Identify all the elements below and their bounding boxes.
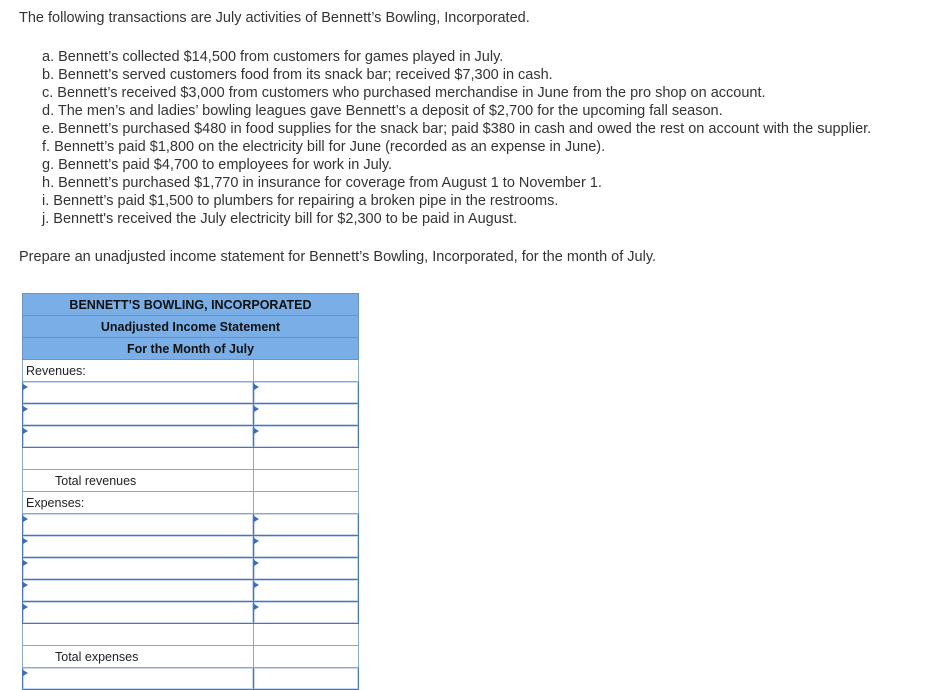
dropdown-marker-icon: [23, 670, 28, 676]
expense-account-2-input[interactable]: [23, 536, 254, 558]
income-statement-table: [22, 293, 359, 690]
statement-period: For the Month of July: [23, 338, 359, 360]
expense-account-4-input[interactable]: [23, 580, 254, 602]
revenue-amount-1-field[interactable]: [254, 383, 358, 402]
expense-amount-4-input[interactable]: [254, 580, 359, 602]
empty-cell: [23, 624, 254, 646]
instructions-intro: The following transactions are July activities of Bennett’s Bowling, Incorporated.: [19, 10, 530, 26]
expense-amount-1-input[interactable]: [254, 514, 359, 536]
revenue-amount-2-field[interactable]: [254, 405, 358, 424]
revenue-account-1-field[interactable]: [23, 383, 253, 402]
revenue-amount-2-input[interactable]: [254, 404, 359, 426]
input-marker-icon: [254, 428, 259, 434]
net-income-amount-input[interactable]: [254, 668, 359, 690]
revenue-account-2-input[interactable]: [23, 404, 254, 426]
input-marker-icon: [254, 582, 259, 588]
dropdown-marker-icon: [23, 516, 28, 522]
dropdown-marker-icon: [23, 604, 28, 610]
empty-cell: [23, 448, 254, 470]
input-marker-icon: [254, 516, 259, 522]
dropdown-marker-icon: [23, 406, 28, 412]
net-income-label-field[interactable]: [23, 669, 253, 688]
expense-amount-2-field[interactable]: [254, 537, 358, 556]
revenue-account-3-field[interactable]: [23, 427, 253, 446]
task-prompt: Prepare an unadjusted income statement for Bennett’s Bowling, Incorporated, for the month of July.: [19, 249, 657, 265]
empty-cell: [254, 448, 359, 470]
revenue-account-1-input[interactable]: [23, 382, 254, 404]
net-income-amount-field[interactable]: [254, 669, 358, 688]
input-marker-icon: [254, 604, 259, 610]
expense-account-4-field[interactable]: [23, 581, 253, 600]
transaction-item: d. The men’s and ladies’ bowling leagues gave Bennett’s a deposit of $2,700 for the upcoming fall season.: [42, 103, 723, 119]
expense-account-3-input[interactable]: [23, 558, 254, 580]
revenue-amount-3-input[interactable]: [254, 426, 359, 448]
expense-amount-3-input[interactable]: [254, 558, 359, 580]
revenue-account-2-field[interactable]: [23, 405, 253, 424]
total-expenses-label: Total expenses: [23, 646, 254, 668]
total-expenses-value: [254, 646, 359, 668]
empty-cell: [254, 492, 359, 514]
expense-amount-5-field[interactable]: [254, 603, 358, 622]
total-revenues-value: [254, 470, 359, 492]
revenue-amount-1-input[interactable]: [254, 382, 359, 404]
expenses-label: Expenses:: [23, 492, 254, 514]
empty-cell: [254, 360, 359, 382]
input-marker-icon: [254, 406, 259, 412]
transaction-item: f. Bennett’s paid $1,800 on the electricity bill for June (recorded as an expense in June).: [42, 139, 606, 155]
dropdown-marker-icon: [23, 582, 28, 588]
dropdown-marker-icon: [23, 538, 28, 544]
expense-account-2-field[interactable]: [23, 537, 253, 556]
expense-amount-3-field[interactable]: [254, 559, 358, 578]
input-marker-icon: [254, 538, 259, 544]
revenue-amount-3-field[interactable]: [254, 427, 358, 446]
transaction-item: e. Bennett’s purchased $480 in food supplies for the snack bar; paid $380 in cash and owed the rest on account with the supplier.: [42, 121, 872, 137]
total-revenues-label: Total revenues: [23, 470, 254, 492]
transaction-item: b. Bennett’s served customers food from its snack bar; received $7,300 in cash.: [42, 67, 553, 83]
input-marker-icon: [254, 560, 259, 566]
transaction-item: h. Bennett’s purchased $1,770 in insurance for coverage from August 1 to November 1.: [42, 175, 602, 191]
expense-account-1-field[interactable]: [23, 515, 253, 534]
expense-amount-1-field[interactable]: [254, 515, 358, 534]
transaction-item: a. Bennett’s collected $14,500 from customers for games played in July.: [42, 49, 504, 65]
expense-account-5-input[interactable]: [23, 602, 254, 624]
expense-amount-4-field[interactable]: [254, 581, 358, 600]
input-marker-icon: [254, 384, 259, 390]
transaction-item: i. Bennett’s paid $1,500 to plumbers for repairing a broken pipe in the restrooms.: [42, 193, 559, 209]
statement-title: Unadjusted Income Statement: [23, 316, 359, 338]
dropdown-marker-icon: [23, 428, 28, 434]
expense-account-5-field[interactable]: [23, 603, 253, 622]
transaction-item: j. Bennett's received the July electricity bill for $2,300 to be paid in August.: [42, 211, 518, 227]
transaction-item: g. Bennett’s paid $4,700 to employees for work in July.: [42, 157, 393, 173]
revenue-account-3-input[interactable]: [23, 426, 254, 448]
expense-account-1-input[interactable]: [23, 514, 254, 536]
revenues-label: Revenues:: [23, 360, 254, 382]
expense-account-3-field[interactable]: [23, 559, 253, 578]
empty-cell: [254, 624, 359, 646]
net-income-label-input[interactable]: [23, 668, 254, 690]
dropdown-marker-icon: [23, 384, 28, 390]
expense-amount-5-input[interactable]: [254, 602, 359, 624]
expense-amount-2-input[interactable]: [254, 536, 359, 558]
statement-company: BENNETT’S BOWLING, INCORPORATED: [23, 294, 359, 316]
transaction-list: [42, 48, 871, 228]
transaction-item: c. Bennett’s received $3,000 from customers who purchased merchandise in June from the pro shop on account.: [42, 85, 766, 101]
dropdown-marker-icon: [23, 560, 28, 566]
